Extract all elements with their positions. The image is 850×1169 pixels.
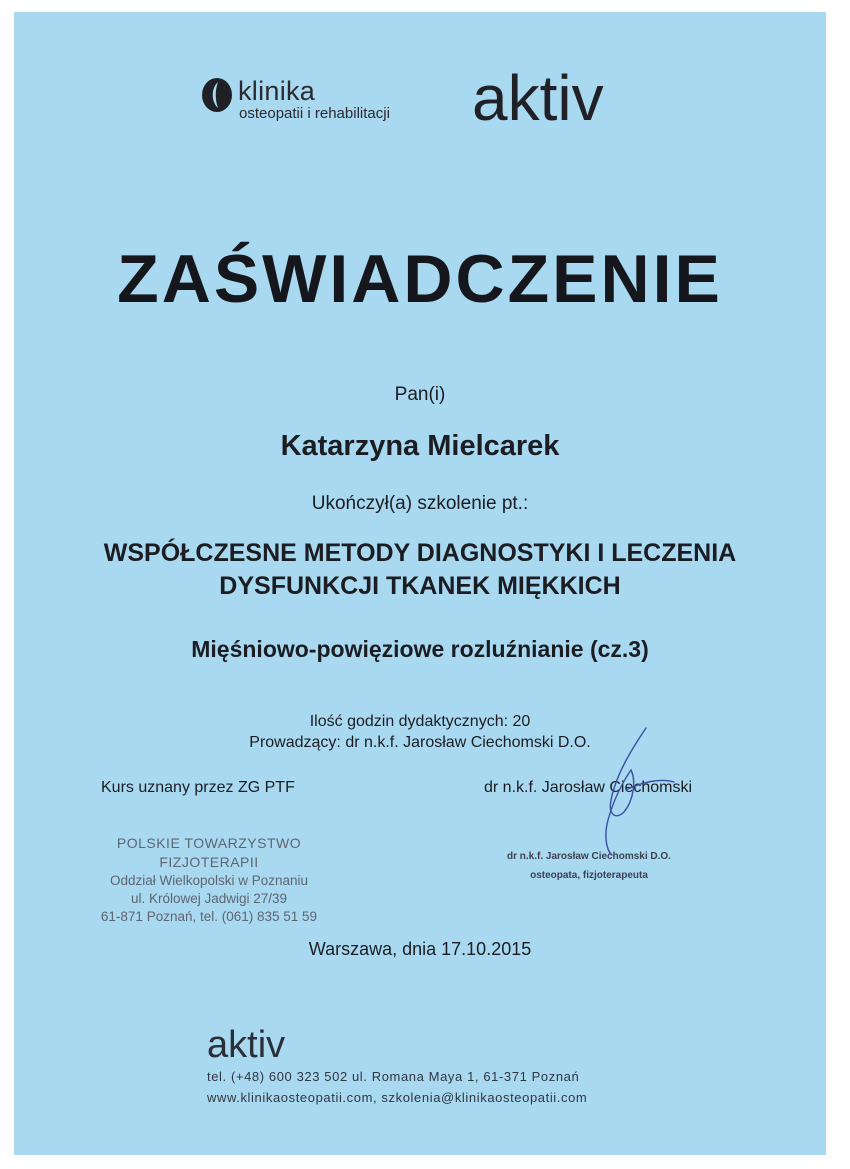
aktiv-logo — [472, 64, 632, 134]
ptf-stamp-line3: ul. Królowej Jadwigi 27/39 — [130, 891, 288, 906]
handwritten-signature — [586, 720, 676, 860]
place-and-date: Warszawa, dnia 17.10.2015 — [308, 939, 532, 959]
footer-aktiv-logo-text: aktiv — [207, 1024, 286, 1066]
ptf-stamp — [69, 834, 349, 926]
klinika-subtitle: osteopatii i rehabilitacji — [239, 105, 390, 122]
footer-aktiv-logo — [207, 1024, 302, 1066]
course-part: Mięśniowo-powięziowe rozluźnianie (cz.3) — [191, 636, 649, 662]
footer-contact: tel. (+48) 600 323 502 ul. Romana Maya 1, 61-371 Poznań — [207, 1069, 580, 1084]
teaching-hours: Ilość godzin dydaktycznych: 20 — [309, 713, 531, 730]
aktiv-logo-text: aktiv — [472, 64, 604, 134]
klinika-logo-icon — [201, 76, 233, 114]
ptf-stamp-line1: POLSKIE TOWARZYSTWO FIZJOTERAPII — [116, 835, 302, 870]
doctor-stamp-line1: dr n.k.f. Jarosław Ciechomski D.O. — [507, 851, 671, 862]
recognition-text: Kurs uznany przez ZG PTF — [101, 779, 295, 796]
certificate-sheet — [14, 12, 826, 1155]
ptf-stamp-line4: 61-871 Poznań, tel. (061) 835 51 59 — [100, 909, 318, 925]
course-title-line2: DYSFUNKCJI TKANEK MIĘKKICH — [219, 572, 621, 600]
completed-text: Ukończył(a) szkolenie pt.: — [311, 493, 529, 514]
certificate-title: ZAŚWIADCZENIE — [117, 241, 723, 317]
ptf-stamp-line2: Oddział Wielkopolski w Poznaniu — [109, 872, 309, 888]
course-leader: Prowadzący: dr n.k.f. Jarosław Ciechomski D.O. — [249, 734, 591, 751]
footer-web: www.klinikaosteopatii.com, szkolenia@klinikaosteopatii.com — [207, 1090, 588, 1105]
signatory-name: dr n.k.f. Jarosław Ciechomski — [484, 779, 693, 796]
course-title-line1: WSPÓŁCZESNE METODY DIAGNOSTYKI I LECZENIA — [103, 539, 737, 567]
doctor-stamp-line2: osteopata, fizjoterapeuta — [530, 870, 648, 881]
recipient-name: Katarzyna Mielcarek — [280, 430, 560, 462]
klinika-name: klinika — [238, 76, 316, 106]
salutation: Pan(i) — [394, 384, 446, 405]
